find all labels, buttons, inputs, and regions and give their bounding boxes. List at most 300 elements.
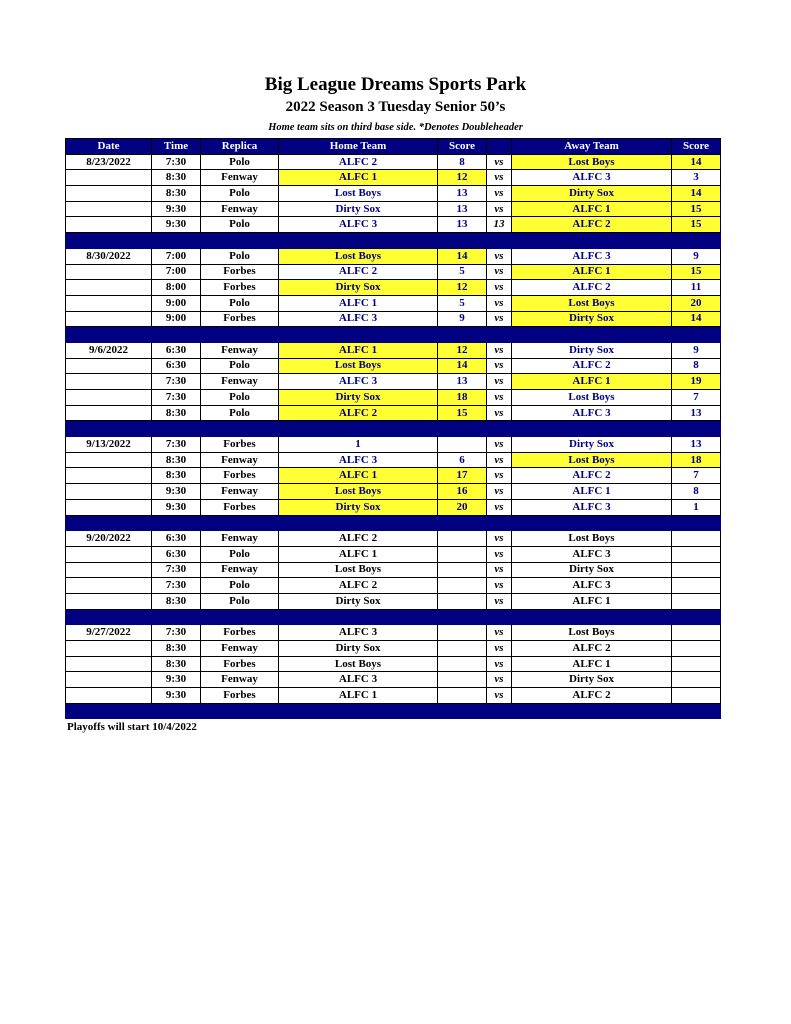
replica-cell: Polo	[201, 578, 279, 594]
replica-cell: Fenway	[201, 170, 279, 186]
time-cell: 9:00	[152, 295, 201, 311]
week-separator	[66, 327, 721, 343]
separator-cell	[201, 703, 279, 719]
away-score-cell	[672, 656, 721, 672]
separator-cell	[66, 515, 152, 531]
separator-cell	[152, 703, 201, 719]
home-score-cell: 12	[438, 170, 487, 186]
away-score-cell: 9	[672, 342, 721, 358]
home-score-cell: 13	[438, 217, 487, 233]
date-cell	[66, 374, 152, 390]
replica-cell: Polo	[201, 217, 279, 233]
vs-cell: vs	[487, 562, 512, 578]
home-score-cell	[438, 688, 487, 704]
home-team-cell: Dirty Sox	[279, 641, 438, 657]
date-cell	[66, 484, 152, 500]
away-team-cell: ALFC 2	[512, 280, 672, 296]
vs-cell: vs	[487, 468, 512, 484]
vs-cell: vs	[487, 688, 512, 704]
table-row	[66, 562, 721, 578]
week-separator	[66, 703, 721, 719]
time-cell: 8:30	[152, 170, 201, 186]
away-team-cell: ALFC 1	[512, 656, 672, 672]
away-team-cell: Dirty Sox	[512, 186, 672, 202]
home-score-cell	[438, 625, 487, 641]
home-team-cell: Lost Boys	[279, 186, 438, 202]
replica-cell: Fenway	[201, 641, 279, 657]
vs-cell: vs	[487, 295, 512, 311]
date-cell	[66, 452, 152, 468]
home-score-cell: 13	[438, 374, 487, 390]
time-cell: 7:30	[152, 625, 201, 641]
home-team-cell: ALFC 1	[279, 342, 438, 358]
time-cell: 8:30	[152, 452, 201, 468]
col-time: Time	[152, 139, 201, 155]
date-cell	[66, 641, 152, 657]
time-cell: 8:30	[152, 593, 201, 609]
home-team-cell: ALFC 3	[279, 311, 438, 327]
table-row	[66, 578, 721, 594]
date-cell	[66, 656, 152, 672]
time-cell: 6:30	[152, 342, 201, 358]
separator-cell	[672, 327, 721, 343]
home-score-cell: 14	[438, 248, 487, 264]
vs-cell: vs	[487, 154, 512, 170]
date-cell	[66, 358, 152, 374]
table-row	[66, 342, 721, 358]
away-team-cell: ALFC 3	[512, 405, 672, 421]
date-cell	[66, 405, 152, 421]
replica-cell: Forbes	[201, 437, 279, 453]
separator-cell	[279, 421, 438, 437]
vs-cell: vs	[487, 593, 512, 609]
schedule-body	[66, 154, 721, 719]
time-cell: 6:30	[152, 358, 201, 374]
table-row	[66, 170, 721, 186]
away-team-cell: Lost Boys	[512, 154, 672, 170]
away-score-cell	[672, 625, 721, 641]
replica-cell: Forbes	[201, 311, 279, 327]
away-team-cell: ALFC 2	[512, 688, 672, 704]
home-team-cell: Lost Boys	[279, 358, 438, 374]
away-team-cell: Dirty Sox	[512, 437, 672, 453]
away-score-cell: 15	[672, 264, 721, 280]
replica-cell: Fenway	[201, 374, 279, 390]
replica-cell: Fenway	[201, 201, 279, 217]
home-team-cell: ALFC 2	[279, 578, 438, 594]
separator-cell	[672, 421, 721, 437]
date-cell: 8/30/2022	[66, 248, 152, 264]
away-score-cell: 1	[672, 499, 721, 515]
replica-cell: Polo	[201, 358, 279, 374]
table-row	[66, 186, 721, 202]
date-cell	[66, 546, 152, 562]
date-cell	[66, 264, 152, 280]
separator-cell	[152, 327, 201, 343]
home-score-cell: 16	[438, 484, 487, 500]
vs-cell: vs	[487, 201, 512, 217]
time-cell: 6:30	[152, 531, 201, 547]
table-row	[66, 264, 721, 280]
separator-cell	[152, 233, 201, 249]
table-row	[66, 280, 721, 296]
home-score-cell: 14	[438, 358, 487, 374]
home-team-cell: Lost Boys	[279, 562, 438, 578]
home-team-cell: ALFC 3	[279, 452, 438, 468]
date-cell	[66, 499, 152, 515]
separator-cell	[487, 327, 512, 343]
separator-cell	[152, 515, 201, 531]
table-row	[66, 468, 721, 484]
date-cell	[66, 170, 152, 186]
vs-cell: vs	[487, 248, 512, 264]
home-team-cell: ALFC 2	[279, 531, 438, 547]
vs-cell: vs	[487, 546, 512, 562]
home-team-cell: ALFC 3	[279, 217, 438, 233]
separator-cell	[201, 421, 279, 437]
schedule-table	[65, 138, 721, 719]
home-score-cell	[438, 531, 487, 547]
replica-cell: Polo	[201, 405, 279, 421]
week-separator	[66, 609, 721, 625]
home-team-cell: ALFC 1	[279, 170, 438, 186]
home-score-cell	[438, 672, 487, 688]
separator-cell	[279, 609, 438, 625]
separator-cell	[279, 327, 438, 343]
time-cell: 9:30	[152, 484, 201, 500]
away-score-cell: 7	[672, 468, 721, 484]
away-score-cell	[672, 672, 721, 688]
table-row	[66, 641, 721, 657]
away-score-cell: 14	[672, 154, 721, 170]
date-cell: 8/23/2022	[66, 154, 152, 170]
separator-cell	[487, 233, 512, 249]
col-date: Date	[66, 139, 152, 155]
time-cell: 9:00	[152, 311, 201, 327]
time-cell: 8:30	[152, 186, 201, 202]
home-score-cell	[438, 437, 487, 453]
date-cell: 9/6/2022	[66, 342, 152, 358]
home-score-cell: 5	[438, 264, 487, 280]
home-score-cell: 12	[438, 342, 487, 358]
time-cell: 7:00	[152, 248, 201, 264]
away-team-cell: Dirty Sox	[512, 562, 672, 578]
table-row	[66, 688, 721, 704]
away-score-cell: 13	[672, 405, 721, 421]
home-team-cell: Lost Boys	[279, 484, 438, 500]
replica-cell: Polo	[201, 593, 279, 609]
vs-cell: vs	[487, 342, 512, 358]
date-cell	[66, 217, 152, 233]
time-cell: 8:30	[152, 656, 201, 672]
separator-cell	[672, 515, 721, 531]
vs-cell: vs	[487, 280, 512, 296]
away-team-cell: Lost Boys	[512, 625, 672, 641]
separator-cell	[438, 327, 487, 343]
playoffs-note: Playoffs will start 10/4/2022	[67, 721, 197, 733]
separator-cell	[279, 703, 438, 719]
separator-cell	[672, 609, 721, 625]
home-team-cell: ALFC 3	[279, 672, 438, 688]
home-score-cell	[438, 546, 487, 562]
date-cell	[66, 201, 152, 217]
home-score-cell	[438, 562, 487, 578]
home-team-cell: ALFC 3	[279, 374, 438, 390]
away-team-cell: ALFC 1	[512, 374, 672, 390]
table-row	[66, 452, 721, 468]
date-cell: 9/20/2022	[66, 531, 152, 547]
vs-cell: vs	[487, 186, 512, 202]
home-score-cell: 12	[438, 280, 487, 296]
home-team-cell: ALFC 1	[279, 295, 438, 311]
away-score-cell	[672, 641, 721, 657]
table-row	[66, 593, 721, 609]
away-team-cell: ALFC 1	[512, 484, 672, 500]
replica-cell: Fenway	[201, 452, 279, 468]
away-score-cell: 19	[672, 374, 721, 390]
date-cell	[66, 593, 152, 609]
separator-cell	[512, 421, 672, 437]
vs-cell: vs	[487, 311, 512, 327]
replica-cell: Polo	[201, 154, 279, 170]
separator-cell	[66, 327, 152, 343]
home-team-cell: ALFC 2	[279, 405, 438, 421]
replica-cell: Forbes	[201, 280, 279, 296]
separator-cell	[201, 609, 279, 625]
separator-cell	[512, 515, 672, 531]
replica-cell: Polo	[201, 186, 279, 202]
table-row	[66, 248, 721, 264]
table-row	[66, 217, 721, 233]
time-cell: 7:30	[152, 562, 201, 578]
table-row	[66, 625, 721, 641]
separator-cell	[487, 515, 512, 531]
replica-cell: Fenway	[201, 531, 279, 547]
vs-cell: vs	[487, 390, 512, 406]
away-team-cell: Dirty Sox	[512, 342, 672, 358]
date-cell	[66, 578, 152, 594]
separator-cell	[201, 233, 279, 249]
replica-cell: Polo	[201, 546, 279, 562]
replica-cell: Polo	[201, 248, 279, 264]
home-score-cell: 5	[438, 295, 487, 311]
date-cell	[66, 468, 152, 484]
date-cell	[66, 390, 152, 406]
home-team-cell: Dirty Sox	[279, 280, 438, 296]
time-cell: 9:30	[152, 499, 201, 515]
away-score-cell: 18	[672, 452, 721, 468]
date-cell: 9/13/2022	[66, 437, 152, 453]
separator-cell	[438, 703, 487, 719]
home-team-cell: ALFC 1	[279, 546, 438, 562]
away-team-cell: ALFC 3	[512, 546, 672, 562]
replica-cell: Forbes	[201, 264, 279, 280]
away-score-cell: 8	[672, 358, 721, 374]
away-score-cell: 14	[672, 186, 721, 202]
away-team-cell: ALFC 3	[512, 578, 672, 594]
table-row	[66, 390, 721, 406]
header-row	[66, 139, 721, 155]
home-team-cell: Lost Boys	[279, 656, 438, 672]
table-row	[66, 374, 721, 390]
date-cell	[66, 295, 152, 311]
away-score-cell: 15	[672, 201, 721, 217]
vs-cell: vs	[487, 641, 512, 657]
table-row	[66, 499, 721, 515]
home-score-cell: 17	[438, 468, 487, 484]
separator-cell	[438, 421, 487, 437]
separator-cell	[487, 703, 512, 719]
away-score-cell: 9	[672, 248, 721, 264]
home-score-cell	[438, 656, 487, 672]
time-cell: 8:30	[152, 468, 201, 484]
away-team-cell: Lost Boys	[512, 295, 672, 311]
time-cell: 7:30	[152, 390, 201, 406]
week-separator	[66, 233, 721, 249]
separator-cell	[201, 327, 279, 343]
separator-cell	[512, 327, 672, 343]
vs-cell: vs	[487, 358, 512, 374]
home-score-cell	[438, 641, 487, 657]
separator-cell	[672, 703, 721, 719]
home-score-cell: 9	[438, 311, 487, 327]
replica-cell: Fenway	[201, 672, 279, 688]
vs-cell: vs	[487, 452, 512, 468]
separator-cell	[487, 609, 512, 625]
home-score-cell: 13	[438, 201, 487, 217]
away-score-cell	[672, 562, 721, 578]
vs-cell: vs	[487, 264, 512, 280]
separator-cell	[438, 233, 487, 249]
replica-cell: Fenway	[201, 484, 279, 500]
home-score-cell	[438, 593, 487, 609]
vs-cell: vs	[487, 578, 512, 594]
replica-cell: Forbes	[201, 468, 279, 484]
table-row	[66, 295, 721, 311]
home-team-cell: ALFC 1	[279, 688, 438, 704]
time-cell: 9:30	[152, 672, 201, 688]
time-cell: 7:30	[152, 578, 201, 594]
vs-cell: vs	[487, 374, 512, 390]
home-score-cell: 6	[438, 452, 487, 468]
home-score-cell: 20	[438, 499, 487, 515]
time-cell: 7:30	[152, 374, 201, 390]
time-cell: 9:30	[152, 217, 201, 233]
time-cell: 7:30	[152, 437, 201, 453]
table-row	[66, 437, 721, 453]
table-row	[66, 546, 721, 562]
home-score-cell: 15	[438, 405, 487, 421]
date-cell	[66, 280, 152, 296]
table-row	[66, 358, 721, 374]
home-score-cell: 8	[438, 154, 487, 170]
week-separator	[66, 421, 721, 437]
separator-cell	[66, 421, 152, 437]
away-team-cell: Dirty Sox	[512, 311, 672, 327]
time-cell: 9:30	[152, 201, 201, 217]
date-cell	[66, 562, 152, 578]
separator-cell	[279, 233, 438, 249]
replica-cell: Polo	[201, 390, 279, 406]
table-row	[66, 154, 721, 170]
away-score-cell	[672, 578, 721, 594]
col-home-team: Home Team	[279, 139, 438, 155]
away-score-cell	[672, 593, 721, 609]
home-team-cell: ALFC 3	[279, 625, 438, 641]
home-team-cell: ALFC 1	[279, 468, 438, 484]
table-row	[66, 484, 721, 500]
home-team-cell: Dirty Sox	[279, 390, 438, 406]
separator-cell	[512, 233, 672, 249]
page-subtitle: 2022 Season 3 Tuesday Senior 50’s	[285, 99, 506, 115]
separator-cell	[152, 421, 201, 437]
home-team-cell: Dirty Sox	[279, 593, 438, 609]
away-score-cell	[672, 546, 721, 562]
away-score-cell: 15	[672, 217, 721, 233]
away-score-cell: 3	[672, 170, 721, 186]
time-cell: 7:00	[152, 264, 201, 280]
time-cell: 6:30	[152, 546, 201, 562]
separator-cell	[66, 609, 152, 625]
vs-cell: vs	[487, 656, 512, 672]
away-score-cell	[672, 688, 721, 704]
vs-cell: vs	[487, 625, 512, 641]
home-score-cell	[438, 578, 487, 594]
away-score-cell: 7	[672, 390, 721, 406]
table-row	[66, 405, 721, 421]
col-replica: Replica	[201, 139, 279, 155]
away-score-cell: 8	[672, 484, 721, 500]
away-team-cell: ALFC 3	[512, 499, 672, 515]
time-cell: 7:30	[152, 154, 201, 170]
vs-cell: vs	[487, 672, 512, 688]
separator-cell	[66, 703, 152, 719]
vs-cell: vs	[487, 170, 512, 186]
replica-cell: Forbes	[201, 499, 279, 515]
home-team-cell: 1	[279, 437, 438, 453]
replica-cell: Polo	[201, 295, 279, 311]
away-team-cell: Lost Boys	[512, 452, 672, 468]
table-row	[66, 531, 721, 547]
vs-cell: vs	[487, 405, 512, 421]
away-score-cell: 20	[672, 295, 721, 311]
week-separator	[66, 515, 721, 531]
away-score-cell	[672, 531, 721, 547]
separator-cell	[438, 609, 487, 625]
replica-cell: Forbes	[201, 656, 279, 672]
time-cell: 9:30	[152, 688, 201, 704]
away-team-cell: ALFC 1	[512, 264, 672, 280]
separator-cell	[152, 609, 201, 625]
table-row	[66, 311, 721, 327]
away-team-cell: ALFC 2	[512, 641, 672, 657]
home-team-cell: Dirty Sox	[279, 499, 438, 515]
away-team-cell: ALFC 3	[512, 170, 672, 186]
away-team-cell: ALFC 1	[512, 593, 672, 609]
away-team-cell: ALFC 2	[512, 468, 672, 484]
home-score-cell: 13	[438, 186, 487, 202]
away-score-cell: 14	[672, 311, 721, 327]
date-cell	[66, 186, 152, 202]
seating-note: Home team sits on third base side. *Denotes Doubleheader	[268, 122, 523, 133]
away-team-cell: ALFC 2	[512, 358, 672, 374]
vs-cell: vs	[487, 484, 512, 500]
date-cell: 9/27/2022	[66, 625, 152, 641]
date-cell	[66, 311, 152, 327]
vs-cell: vs	[487, 437, 512, 453]
page-title: Big League Dreams Sports Park	[264, 74, 527, 95]
replica-cell: Fenway	[201, 562, 279, 578]
